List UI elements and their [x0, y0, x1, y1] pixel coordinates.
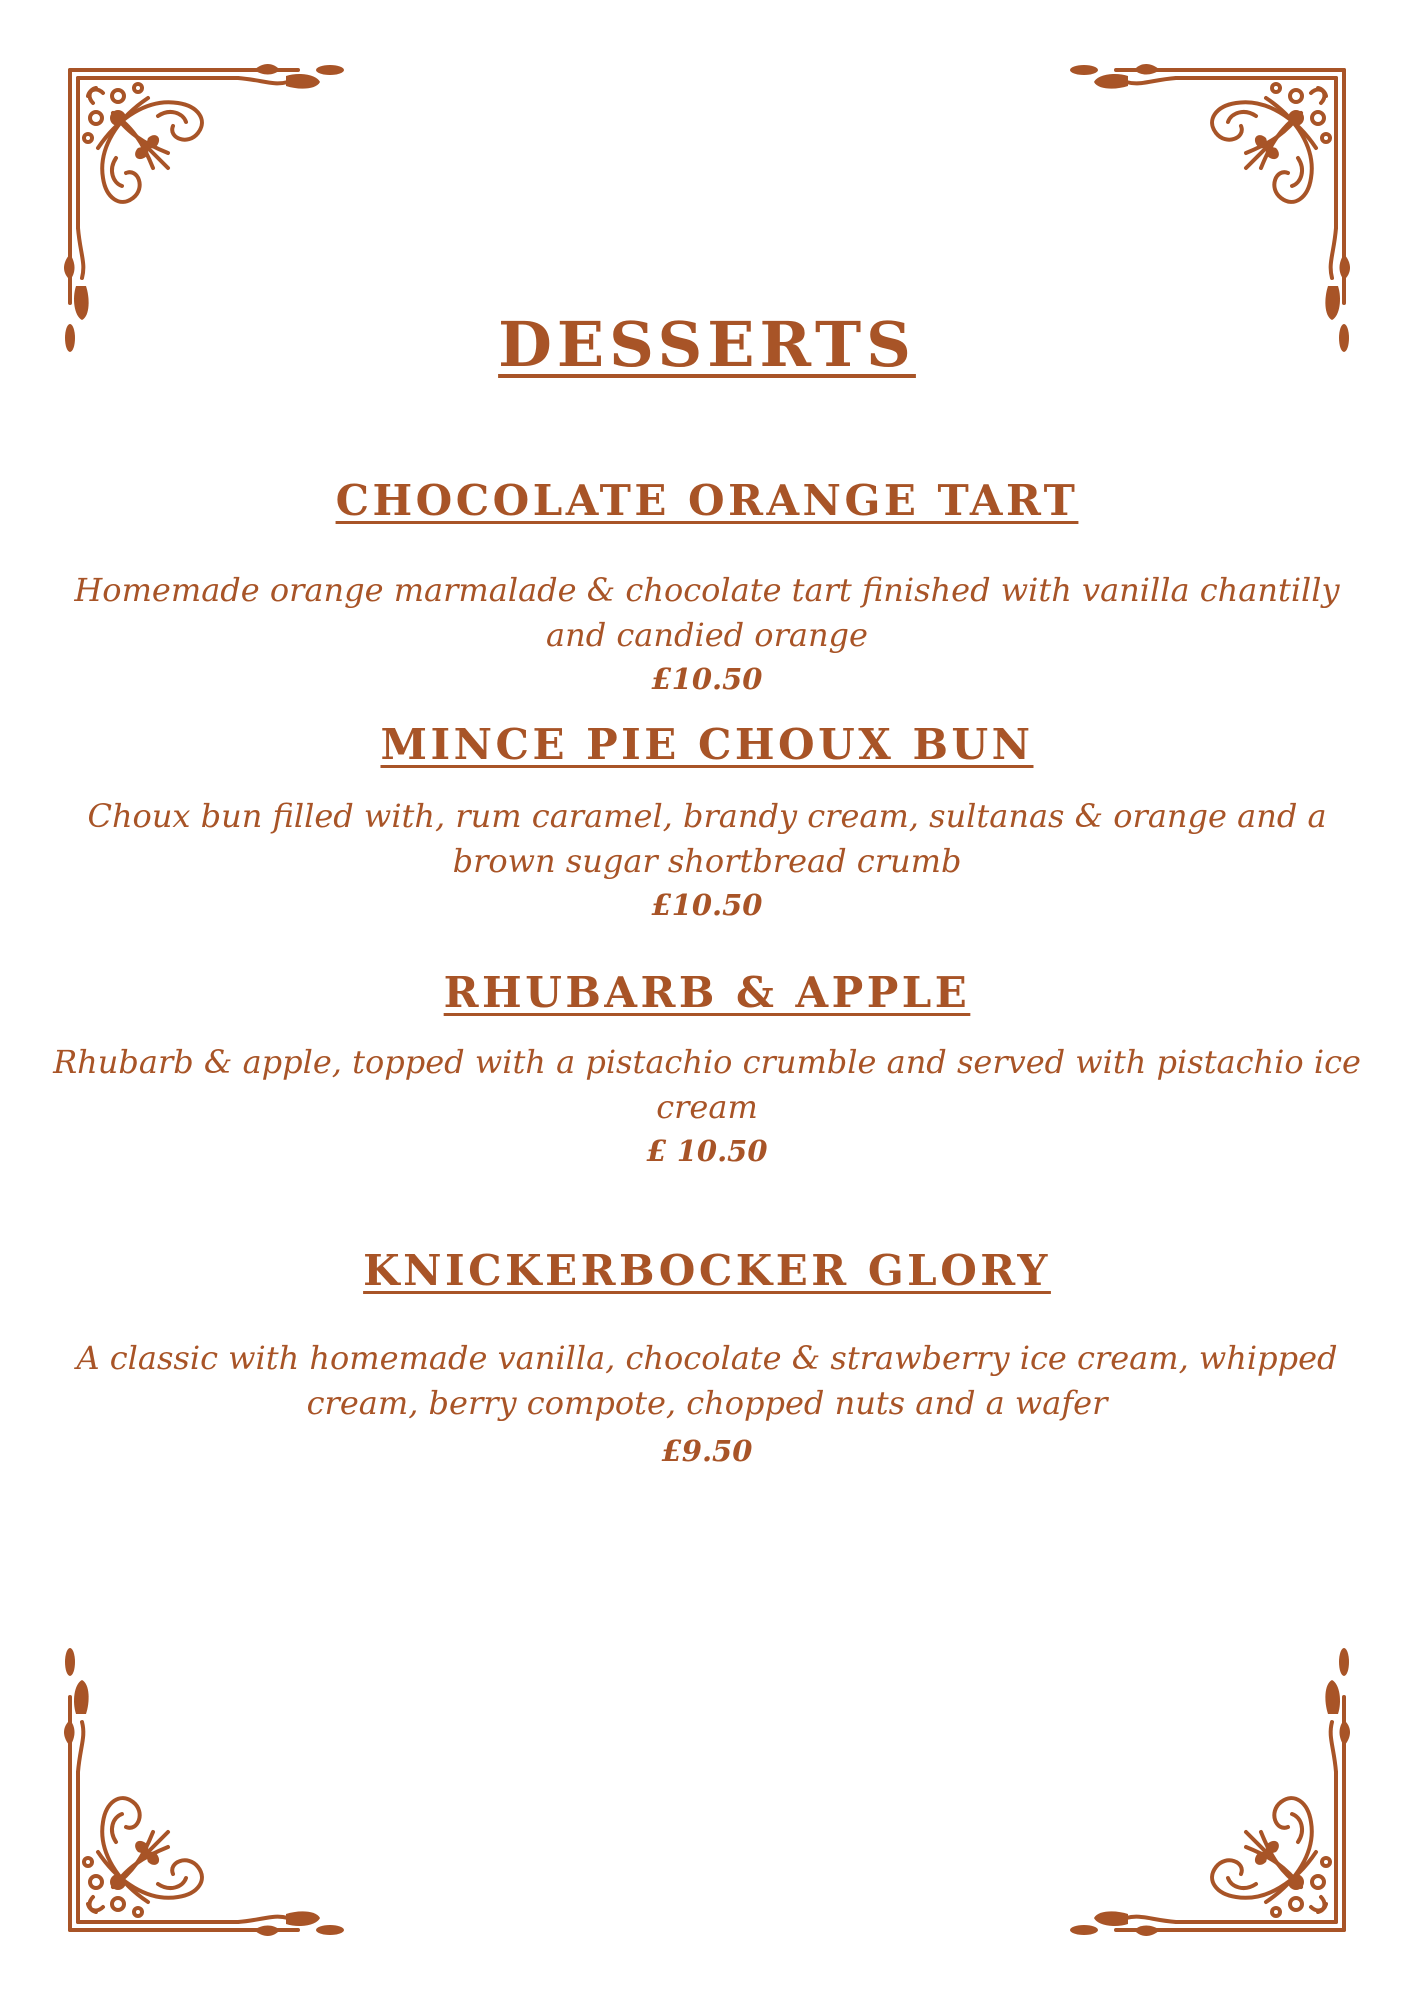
item-name: MINCE PIE CHOUX BUN: [380, 720, 1034, 769]
flourish-icon: [58, 1612, 388, 1942]
corner-ornament-bottom-right: [1026, 1612, 1356, 1942]
menu-item: [30, 722, 1384, 926]
item-price: £ 10.50: [646, 1134, 768, 1169]
menu-item: [30, 970, 1384, 1172]
menu-title: DESSERTS: [498, 308, 916, 381]
item-description: Choux bun filled with, rum caramel, brandy cream, sultanas & orange and a brown sugar shortbread crumb: [87, 797, 1327, 881]
item-price: £9.50: [661, 1434, 753, 1469]
menu-item: [30, 1248, 1384, 1472]
item-description: Homemade orange marmalade & chocolate tart finished with vanilla chantilly and candied orange: [74, 571, 1340, 655]
item-name: RHUBARB & APPLE: [443, 968, 971, 1017]
item-description: A classic with homemade vanilla, chocolate & strawberry ice cream, whipped cream, berry compote, chopped nuts and a wafer: [76, 1339, 1338, 1423]
flourish-icon: [1026, 1612, 1356, 1942]
item-description: Rhubarb & apple, topped with a pistachio crumble and served with pistachio ice cream: [53, 1043, 1361, 1127]
item-name: KNICKERBOCKER GLORY: [363, 1246, 1051, 1295]
menu-item: [30, 478, 1384, 700]
item-price: £10.50: [651, 888, 763, 923]
corner-ornament-bottom-left: [58, 1612, 388, 1942]
item-price: £10.50: [651, 662, 763, 697]
item-name: CHOCOLATE ORANGE TART: [335, 476, 1079, 525]
